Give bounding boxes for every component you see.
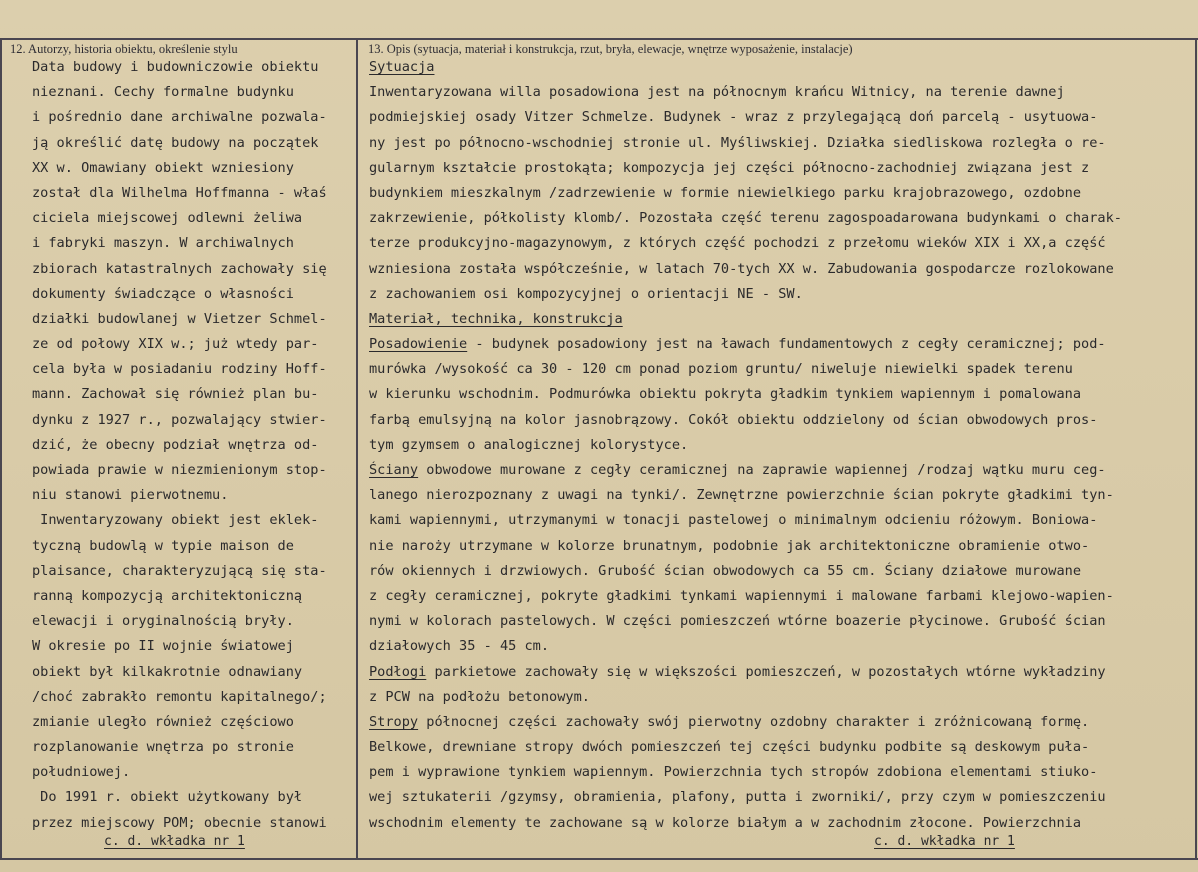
frame-left-rule xyxy=(0,38,2,860)
text-line xyxy=(369,156,1189,181)
text-line: powiada prawie w niezmienionym stop- xyxy=(32,462,327,478)
line-text: farbą emulsyjną na kolor jasnobrązowy. Cokół obiektu oddzielony od ścian obwodowych pros- xyxy=(369,411,1098,428)
line-text: działowych 35 - 45 cm. xyxy=(369,638,550,655)
text-line: /choć zabrakło remontu kapitalnego/; xyxy=(32,688,327,705)
text-line xyxy=(369,483,1189,508)
line-text: parkietowe zachowały się w większości pomieszczeń, w pozostałych wtórne wykładziny xyxy=(426,663,1106,680)
line-text: z cegły ceramicznej, pokryte gładkimi tynkami wapiennymi i malowane farbami klejowo-wapien- xyxy=(369,587,1114,604)
text-line: Data budowy i budowniczowie obiektu xyxy=(32,59,319,75)
text-line xyxy=(369,634,1189,659)
line-text: podmiejskiej osady Vitzer Schmelze. Budynek - wraz z przylegającą doń parcelą - usytuowa- xyxy=(369,109,1098,126)
text-line: dynku z 1927 r., pozwalający stwier- xyxy=(32,411,327,428)
text-line: działki budowlanej w Vietzer Schmel- xyxy=(32,310,327,327)
text-line xyxy=(369,785,1189,810)
line-text: obwodowe murowane z cegły ceramicznej na zaprawie wapiennej /rodzaj wątku muru ceg- xyxy=(418,462,1106,478)
line-text: nymi w kolorach pastelowych. W części pomieszczeń wtórne boazerie płycinowe. Grubość ścian xyxy=(369,613,1106,630)
subsection-heading: Posadowienie xyxy=(369,336,468,353)
line-text: wschodnim elementy te zachowane są w kolorze białym a w zachodnim złocone. Powierzchnia xyxy=(369,814,1082,831)
text-line xyxy=(369,660,1189,685)
line-text: budynkiem mieszkalnym /zadrzewienie w formie niewielkiego parku krajobrazowego, ozdobne xyxy=(369,184,1082,201)
line-text: Inwentaryzowana willa posadowiona jest na północnym krańcu Witnicy, na terenie dawnej xyxy=(369,84,1065,101)
text-line: ze od połowy XIX w.; już wtedy par- xyxy=(32,336,319,353)
subsection-heading: Ściany xyxy=(369,462,419,478)
line-text: tym gzymsem o analogicznej kolorystyce. xyxy=(369,436,689,453)
text-line: nieznani. Cechy formalne budynku xyxy=(32,84,294,101)
section-12-text xyxy=(32,55,352,836)
text-line: mann. Zachował się również plan bu- xyxy=(32,386,319,403)
text-line xyxy=(369,559,1189,584)
frame-right-rule xyxy=(1195,38,1197,860)
text-line: dokumenty świadczące o własności xyxy=(32,285,294,302)
section-13-text xyxy=(369,55,1189,836)
text-line: przez miejscowy POM; obecnie stanowi xyxy=(32,814,327,831)
text-line xyxy=(369,685,1189,710)
frame-top-rule xyxy=(0,38,1198,40)
line-text: wej sztukaterii /gzymsy, obramienia, plafony, putta i zworniki/, przy czym w pomieszczeniu xyxy=(369,789,1106,806)
subsection-heading: Stropy xyxy=(369,713,419,730)
text-line xyxy=(369,206,1189,231)
text-line xyxy=(369,282,1189,307)
line-text: terze produkcyjno-magazynowym, z których część pochodzi z przełomu wieków XIX i XX,a część xyxy=(369,235,1106,252)
line-text: murówka /wysokość ca 30 - 120 cm ponad poziom gruntu/ niweluje niewielki spadek terenu xyxy=(369,361,1073,378)
text-line: obiekt był kilkakrotnie odnawiany xyxy=(32,663,303,680)
text-line: i pośrednio dane archiwalne pozwala- xyxy=(32,109,327,126)
section-12-header: 12. Autorzy, historia obiektu, określenie stylu xyxy=(10,42,238,56)
text-line xyxy=(369,811,1189,836)
section-13-continuation-note: c. d. wkładka nr 1 xyxy=(874,834,1015,849)
text-line xyxy=(369,307,1189,332)
text-line xyxy=(369,131,1189,156)
text-line: zbiorach katastralnych zachowały się xyxy=(32,260,327,277)
column-divider xyxy=(356,38,358,860)
text-line xyxy=(369,357,1189,382)
line-text: lanego nierozpoznany z uwagi na tynki/. Zewnętrzne powierzchnie ścian pokryte gładkimi tyn- xyxy=(369,487,1114,504)
text-line: rozplanowanie wnętrza po stronie xyxy=(32,739,294,756)
text-line: Inwentaryzowany obiekt jest eklek- xyxy=(32,512,319,529)
line-text: z zachowaniem osi kompozycyjnej o orientacji NE - SW. xyxy=(369,285,803,302)
text-line: ranną kompozycją architektoniczną xyxy=(32,587,303,604)
text-line xyxy=(369,408,1189,433)
text-line: południowej. xyxy=(32,764,131,781)
text-line: ją określić datę budowy na początek xyxy=(32,134,319,151)
text-line xyxy=(369,534,1189,559)
text-line xyxy=(369,609,1189,634)
text-line: elewacji i oryginalnością bryły. xyxy=(32,613,294,630)
text-line: cela była w posiadaniu rodziny Hoff- xyxy=(32,361,327,378)
line-text: - budynek posadowiony jest na ławach fundamentowych z cegły ceramicznej; pod- xyxy=(467,336,1106,353)
text-line xyxy=(369,332,1189,357)
subsection-heading: Podłogi xyxy=(369,663,427,680)
text-line xyxy=(369,508,1189,533)
line-text: wzniesiona została współcześnie, w latach 70-tych XX w. Zabudowania gospodarcze rozlokowane xyxy=(369,260,1114,277)
text-line xyxy=(369,257,1189,282)
text-line: plaisance, charakteryzującą się sta- xyxy=(32,562,327,579)
text-line xyxy=(369,105,1189,130)
section-12-continuation-note: c. d. wkładka nr 1 xyxy=(104,834,245,849)
text-line: zmianie uległo również częściowo xyxy=(32,713,294,730)
line-text: w kierunku wschodnim. Podmurówka obiektu pokryta gładkim tynkiem wapiennym i pomalowana xyxy=(369,386,1082,403)
line-text: Belkowe, drewniane stropy dwóch pomieszczeń tej części budynku podbite są deskowym puła- xyxy=(369,739,1090,756)
frame-bottom-rule xyxy=(0,858,1198,860)
line-text: gularnym kształcie prostokąta; kompozycja jej części północno-zachodniej związana jest z xyxy=(369,159,1090,176)
text-line xyxy=(369,584,1189,609)
line-text: rów okiennych i drzwiowych. Grubość ścian obwodowych ca 55 cm. Ściany działowe murowane xyxy=(369,562,1082,579)
text-line: dzić, że obecny podział wnętrza od- xyxy=(32,436,319,453)
text-line: W okresie po II wojnie światowej xyxy=(32,638,294,655)
text-line xyxy=(369,231,1189,256)
text-line xyxy=(369,433,1189,458)
text-line: Do 1991 r. obiekt użytkowany był xyxy=(32,789,303,806)
text-line: niu stanowi pierwotnemu. xyxy=(32,487,229,504)
text-line: ciciela miejscowej odlewni żeliwa xyxy=(32,210,303,227)
text-line: został dla Wilhelma Hoffmanna - właś xyxy=(32,184,327,201)
subsection-heading: Sytuacja xyxy=(369,59,435,75)
line-text: nie naroży utrzymane w kolorze brunatnym, podobnie jak architektoniczne obramienie otwo- xyxy=(369,537,1090,554)
line-text: północnej części zachowały swój pierwotny ozdobny charakter i zróżnicowaną formę. xyxy=(418,713,1090,730)
section-13-header: 13. Opis (sytuacja, materiał i konstrukcja, rzut, bryła, elewacje, wnętrze wyposażenie, instalacje) xyxy=(368,42,853,56)
text-line xyxy=(369,735,1189,760)
text-line: XX w. Omawiany obiekt wzniesiony xyxy=(32,159,294,176)
text-line xyxy=(369,181,1189,206)
text-line xyxy=(369,382,1189,407)
line-text: pem i wyprawione tynkiem wapiennym. Powierzchnia tych stropów zdobiona elementami stiuko- xyxy=(369,764,1098,781)
text-line xyxy=(369,55,1189,80)
line-text: z PCW na podłożu betonowym. xyxy=(369,688,590,705)
text-line xyxy=(369,80,1189,105)
line-text: kami wapiennymi, utrzymanymi w tonacji pastelowej o minimalnym odcieniu różowym. Boniowa- xyxy=(369,512,1098,529)
subsection-heading: Materiał, technika, konstrukcja xyxy=(369,310,623,327)
line-text: zakrzewienie, półkolisty klomb/. Pozostała część terenu zagospoadarowana budynkami o charak- xyxy=(369,210,1122,227)
text-line: tyczną budowlą w typie maison de xyxy=(32,537,294,554)
text-line xyxy=(369,458,1189,483)
text-line xyxy=(369,710,1189,735)
text-line xyxy=(369,760,1189,785)
text-line: i fabryki maszyn. W archiwalnych xyxy=(32,235,294,252)
line-text: ny jest po północno-wschodniej stronie ul. Myśliwskiej. Działka siedliskowa rozległa o re- xyxy=(369,134,1106,151)
